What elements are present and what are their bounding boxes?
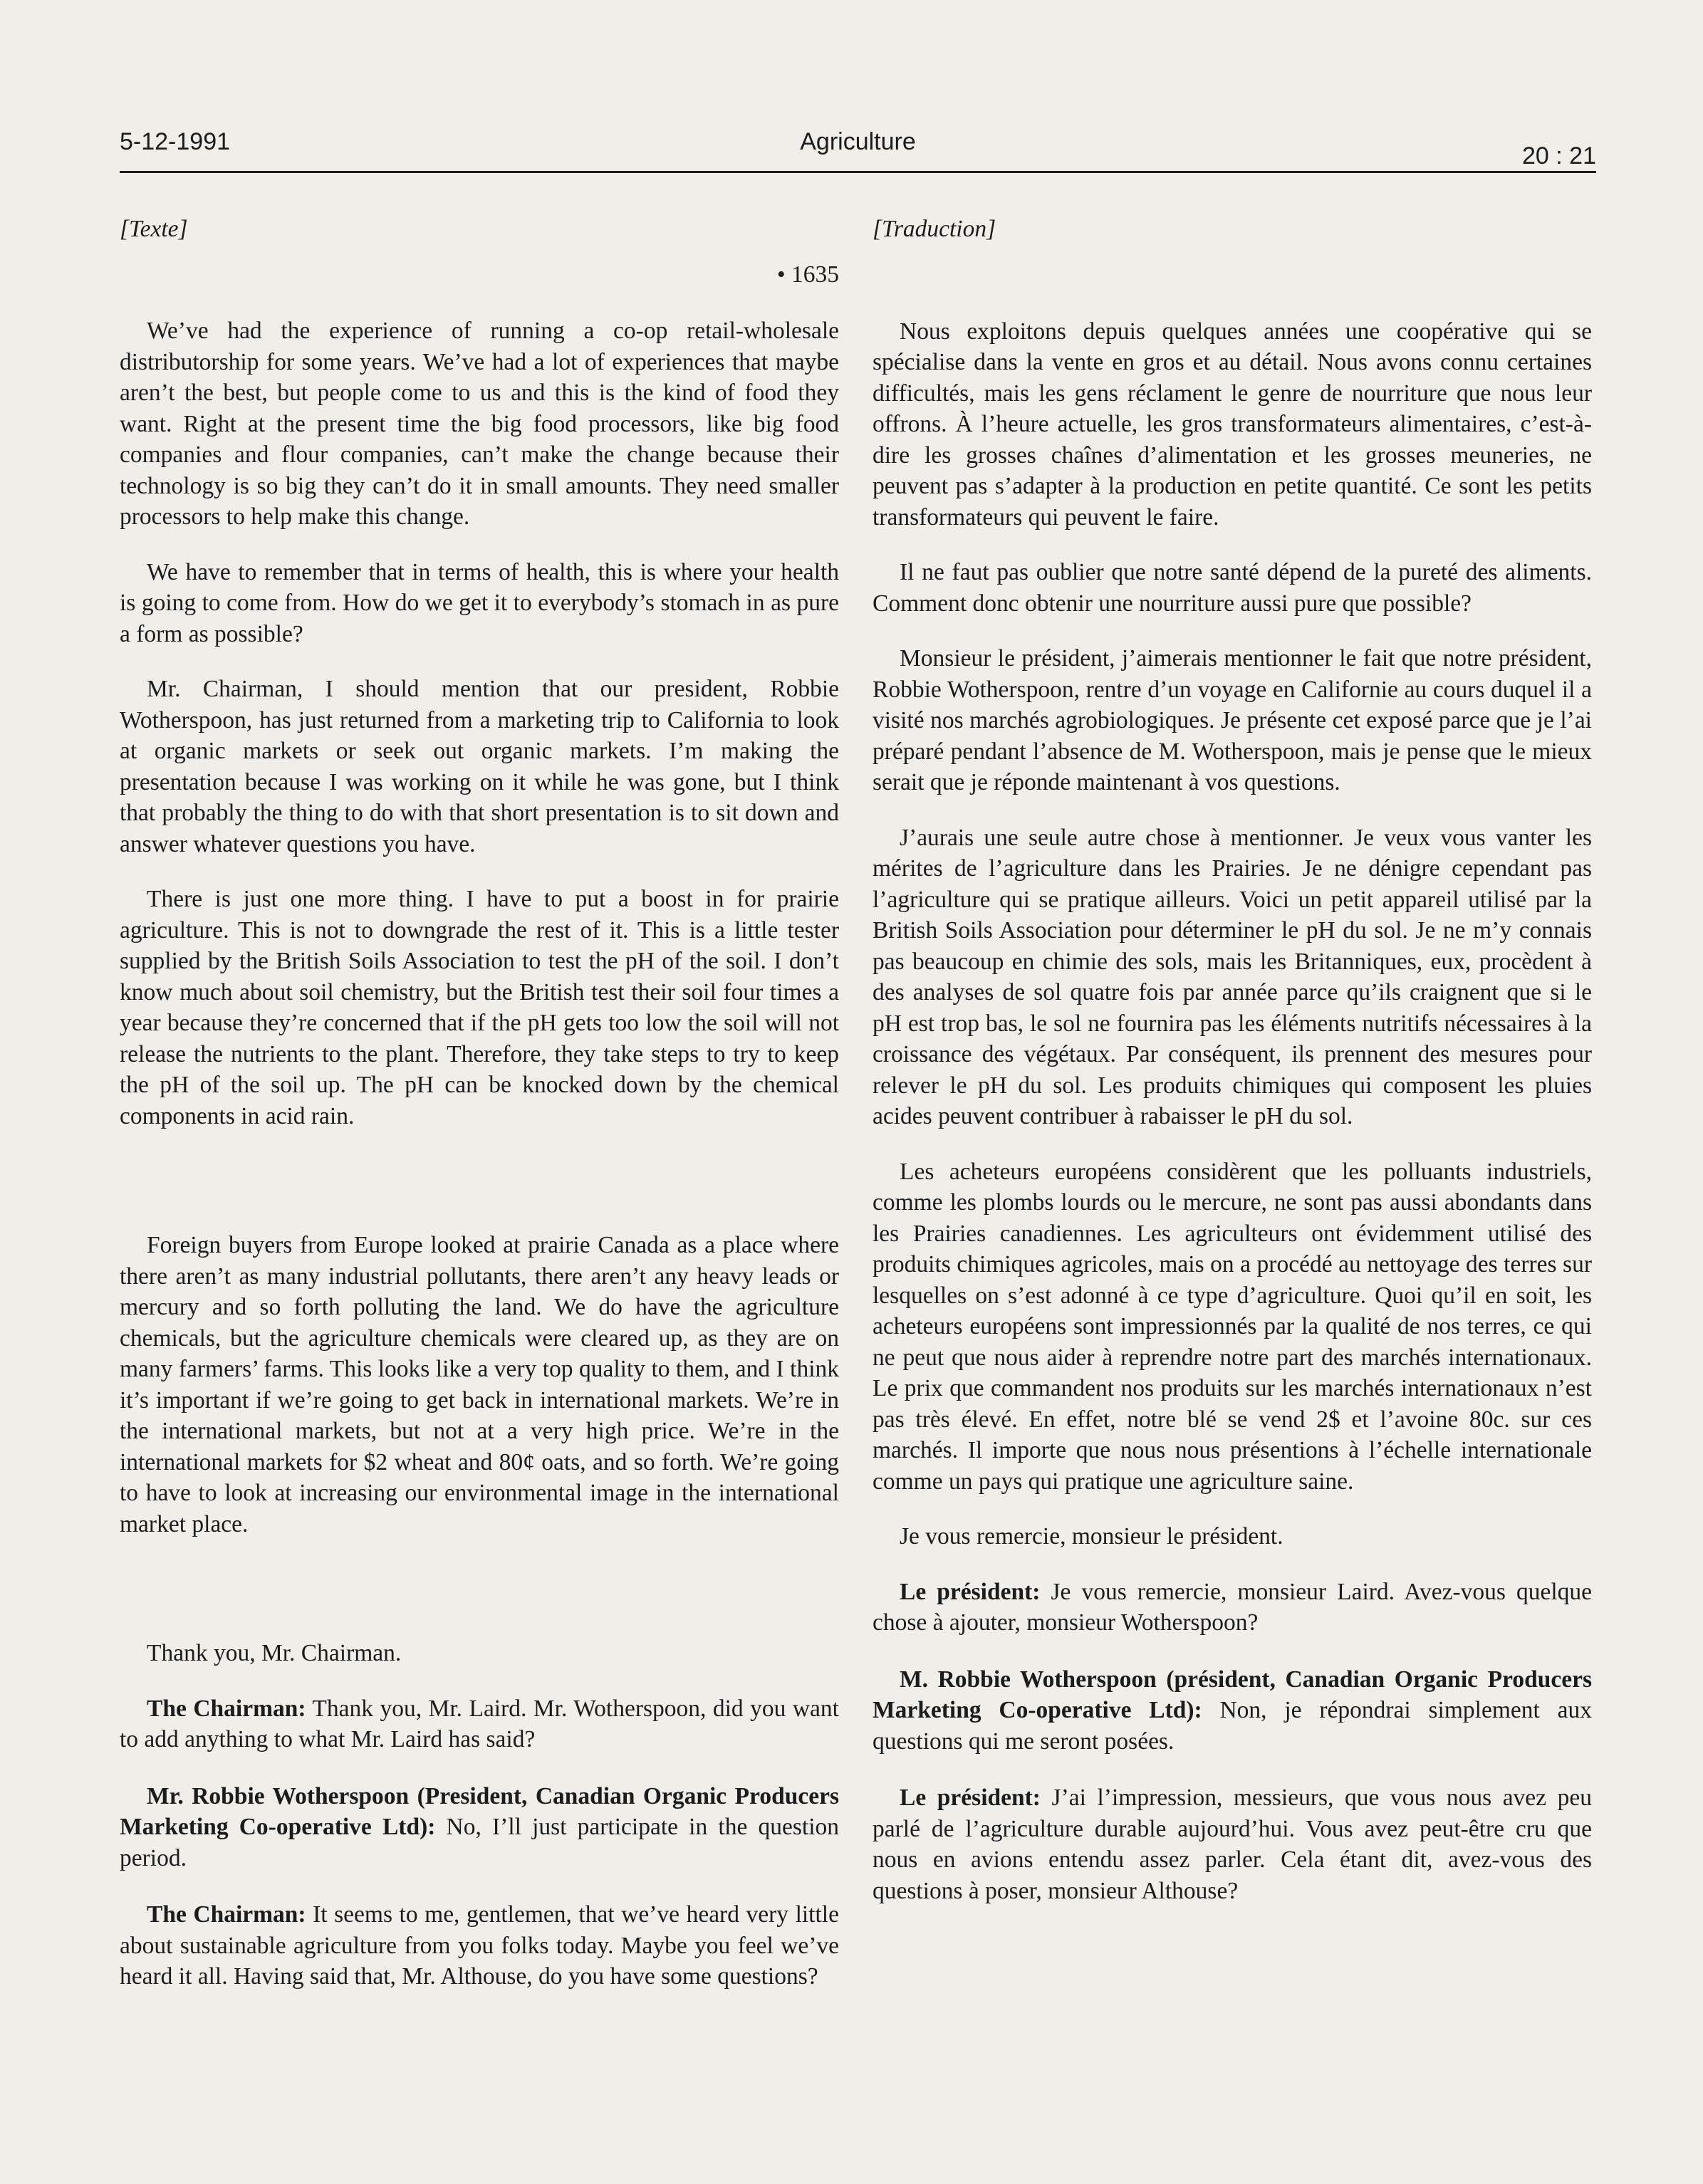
- speaker-paragraph: [873, 1664, 1592, 1757]
- speech-text: Je vous remercie, monsieur Laird. Avez-vous quelque chose à ajouter, monsieur Wotherspoon?: [873, 1578, 1592, 1636]
- speaker-paragraph: [120, 1693, 839, 1755]
- paragraph: Mr. Chairman, I should mention that our president, Robbie Wotherspoon, has just returned from a marketing trip to California to look at organic markets or seek out organic markets. I’m making the presentation because I was working on it while he was gone, but I think that probably the thing to do with that short presentation is to sit down and answer whatever questions you have.: [120, 676, 839, 857]
- header-page-number: 20 : 21: [1522, 142, 1596, 169]
- paragraph: We have to remember that in terms of health, this is where your health is going to come from. How do we get it to everybody’s stomach in as pure a form as possible?: [120, 558, 839, 647]
- speaker-name: Le président:: [900, 1578, 1041, 1605]
- spacer: [873, 259, 1592, 316]
- speaker-name: M. Robbie Wotherspoon (président, Canadian Organic Producers Marketing Co-operative Ltd):: [873, 1666, 1592, 1723]
- paragraph: Il ne faut pas oublier que notre santé dépend de la pureté des aliments. Comment donc obtenir une nourriture aussi pure que possible?: [873, 559, 1592, 617]
- paragraph: Monsieur le président, j’aimerais mentionner le fait que notre président, Robbie Wotherspoon, rentre d’un voyage en Californie au cours duquel il a visité nos marchés agrobiologiques. Je présente cet exposé parce que je l’ai préparé pendant l’absence de M. Wotherspoon, mais je pense que le mieux serait que je réponde maintenant à vos questions.: [873, 645, 1592, 795]
- speaker-name: The Chairman:: [147, 1901, 306, 1928]
- speaker-paragraph: [120, 1781, 839, 1874]
- english-column: [120, 214, 839, 2018]
- speech-text: J’ai l’impression, messieurs, que vous nous avez peu parlé de l’agriculture durable aujourd’hui. Vous avez peut-être cru que nous en avions entendu assez parler. Cela étant dit, avez-vous des questions à poser, monsieur Althouse?: [873, 1785, 1592, 1904]
- speaker-paragraph: [120, 1899, 839, 1992]
- speaker-paragraph: [873, 1577, 1592, 1639]
- paragraph: J’aurais une seule autre chose à mentionner. Je veux vous vanter les mérites de l’agriculture dans les Prairies. Je ne dénigre cependant pas l’agriculture qui se pratique ailleurs. Voici un petit appareil utilisé par la British Soils Association pour déterminer le pH du sol. Je ne m’y connais pas beaucoup en chimie des sols, mais les Britanniques, eux, procèdent à des analyses de sol quatre fois par année parce qu’ils craignent que si le pH est trop bas, le sol ne fournira pas les éléments nutritifs nécessaires à la croissance des végétaux. Par conséquent, ils prennent des mesures pour relever le pH du sol. Les produits chimiques qui composent les pluies acides peuvent contribuer à rabaisser le pH du sol.: [873, 824, 1592, 1129]
- header-title: Agriculture: [800, 128, 916, 155]
- french-column-label: [Traduction]: [873, 216, 996, 242]
- paragraph: Foreign buyers from Europe looked at prairie Canada as a place where there aren’t as many industrial pollutants, there aren’t any heavy leads or mercury and so forth polluting the land. We do have the agriculture chemicals, but the agriculture chemicals were cleared up, as they are on many farmers’ farms. This looks like a very top quality to them, and I think it’s important if we’re going to get back in international markets. We’re in the international markets, but not at a very high price. We’re in the international markets for $2 wheat and 80¢ oats, and so forth. We’re going to have to look at increasing our environmental image in the international market place.: [120, 1232, 839, 1537]
- paragraph: We’ve had the experience of running a co-op retail-wholesale distributorship for some years. We’ve had a lot of experiences that maybe aren’t the best, but people come to us and this is the kind of food they want. Right at the present time the big food processors, like big food companies and flour companies, can’t make the change because their technology is so big they can’t do it in small amounts. They need smaller processors to help make this change.: [120, 318, 839, 530]
- spacer: [120, 1156, 839, 1230]
- paragraph: Les acheteurs européens considèrent que les polluants industriels, comme les plombs lourds ou le mercure, ne sont pas aussi abondants dans les Prairies canadiennes. Les agriculteurs ont évidemment utilisé des produits chimiques agricoles, mais on a procédé au nettoyage des terres sur lesquelles on s’est adonné à ce type d’agriculture. Quoi qu’il en soit, les acheteurs européens sont impressionnés par la qualité de nos terres, ce qui ne peut que nous aider à reprendre notre part des marchés internationaux. Le prix que commandent nos produits sur les marchés internationaux n’est pas très élevé. En effet, notre blé se vend 2$ et l’avoine 80c. sur ces marchés. Il importe que nous nous présentions à l’échelle internationale comme un pays qui pratique une agriculture saine.: [873, 1158, 1592, 1495]
- spacer: [120, 1564, 839, 1638]
- paragraph: Thank you, Mr. Chairman.: [147, 1640, 402, 1666]
- english-column-label: [Texte]: [120, 216, 188, 242]
- french-column: [873, 214, 1592, 1932]
- speaker-paragraph: [873, 1782, 1592, 1906]
- running-header: [120, 127, 1596, 173]
- timestamp: • 1635: [776, 261, 839, 288]
- paragraph: There is just one more thing. I have to put a boost in for prairie agriculture. This is not to downgrade the rest of it. This is a little tester supplied by the British Soils Association to test the pH of the soil. I don’t know much about soil chemistry, but the British test their soil four times a year because they’re concerned that if the pH gets too low the soil will not release the nutrients to the plant. Therefore, they take steps to try to keep the pH of the soil up. The pH can be knocked down by the chemical components in acid rain.: [120, 886, 839, 1129]
- speech-text: Non, je répondrai simplement aux questions qui me seront posées.: [873, 1697, 1592, 1755]
- header-date: 5-12-1991: [120, 128, 231, 155]
- speech-text: Thank you, Mr. Laird. Mr. Wotherspoon, did you want to add anything to what Mr. Laird has said?: [120, 1695, 839, 1752]
- speech-text: It seems to me, gentlemen, that we’ve heard very little about sustainable agriculture from you folks today. Maybe you feel we’ve heard it all. Having said that, Mr. Althouse, do you have some questions?: [120, 1901, 839, 1990]
- speaker-name: Le président:: [900, 1785, 1041, 1811]
- paragraph: Je vous remercie, monsieur le président.: [900, 1523, 1283, 1550]
- speech-text: No, I’ll just participate in the question period.: [120, 1814, 839, 1871]
- paragraph: Nous exploitons depuis quelques années une coopérative qui se spécialise dans la vente en gros et au détail. Nous avons connu certaines difficultés, mais les gens réclament le genre de nourriture que nous leur offrons. À l’heure actuelle, les gros transformateurs alimentaires, c’est-à-dire les grosses chaînes d’alimentation et les grosses meuneries, ne peuvent pas s’adapter à la production en petite quantité. Ce sont les petits transformateurs qui peuvent le faire.: [873, 318, 1592, 531]
- speaker-name: Mr. Robbie Wotherspoon (President, Canadian Organic Producers Marketing Co-operative Ltd):: [120, 1782, 839, 1840]
- speaker-name: The Chairman:: [147, 1695, 306, 1722]
